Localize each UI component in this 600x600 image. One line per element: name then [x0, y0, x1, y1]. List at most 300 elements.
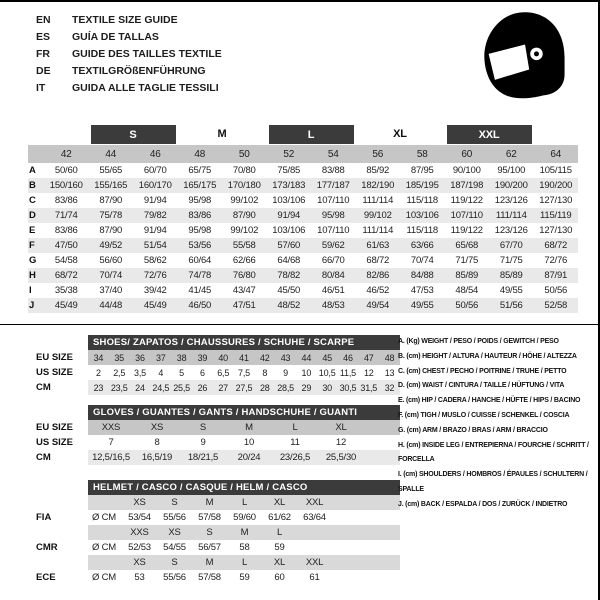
size-value: 18/21,5 [187, 452, 219, 463]
size-group-XXL: XXL [447, 125, 532, 144]
size-value: 63/64 [303, 512, 326, 523]
language-title-list [36, 12, 222, 97]
size-value: 4 [158, 367, 164, 378]
size-value: 165/175 [178, 178, 223, 193]
size-value: 60/64 [188, 255, 212, 266]
size-value: 127/130 [539, 225, 573, 236]
size-value: 46/51 [321, 285, 345, 296]
size-value: XXS [101, 422, 121, 433]
size-value: 80/84 [311, 268, 356, 283]
size-value: 47/50 [44, 238, 89, 253]
unit-label: Ø CM [92, 512, 117, 523]
legend-item: C. (cm) CHEST / PECHO / POITRINE / TRUHE / PETTO [398, 367, 567, 375]
numeric-size: 64 [534, 145, 579, 163]
size-value: 37/40 [99, 285, 123, 296]
size-value: 75/85 [277, 165, 301, 176]
row-label: CMR [36, 542, 58, 553]
size-value: 24,5 [152, 382, 170, 393]
numeric-size: 42 [44, 145, 89, 163]
size-value: 41/45 [188, 285, 212, 296]
size-value: 56/57 [198, 542, 221, 553]
size-value: 68/72 [366, 255, 390, 266]
size-value: 87/95 [410, 165, 434, 176]
size-row [28, 510, 400, 525]
row-label: C [29, 195, 36, 206]
size-value: 83/86 [54, 195, 78, 206]
size-value: XXL [305, 497, 324, 508]
legend-item: J. (cm) BACK / ESPALDA / DOS / ZURÜCK / INDIETRO [398, 500, 568, 508]
size-value: 43 [280, 352, 291, 363]
size-value: 10 [243, 437, 255, 448]
size-value: 65/75 [188, 165, 212, 176]
size-value: 10 [301, 367, 312, 378]
size-value: M [245, 422, 253, 433]
size-value: S [199, 422, 207, 433]
size-value: 7,5 [238, 367, 250, 378]
legend-item: D. (cm) WAIST / CINTURA / TAILLE / HÜFTUNG / VITA [398, 382, 565, 390]
size-value: 61/63 [356, 238, 401, 253]
size-value: 58/62 [143, 255, 167, 266]
size-value: 53 [134, 572, 145, 583]
size-value: 71/75 [499, 255, 523, 266]
size-value: 68/72 [534, 238, 579, 253]
size-value: 45 [322, 352, 332, 363]
shoes-size-table [28, 335, 400, 395]
row-cells [88, 555, 400, 570]
language-title: GUIDE DES TAILLES TEXTILE [72, 48, 222, 60]
size-group-M: M [217, 127, 227, 140]
numeric-row-spacer [28, 145, 44, 163]
size-value: 26 [197, 382, 208, 393]
size-value: 59 [239, 572, 250, 583]
size-value: 38 [176, 352, 187, 363]
size-value: 71/75 [455, 255, 479, 266]
legend-item: E. (cm) HIP / CADERA / HANCHE / HÜFTE / HIPS / BACINO [398, 397, 581, 405]
row-label: US SIZE [36, 367, 73, 378]
size-value: 55/65 [99, 165, 123, 176]
size-value: 103/106 [400, 208, 445, 223]
size-value: 115/118 [406, 225, 439, 236]
size-value: 49/55 [499, 285, 523, 296]
size-value: 103/106 [272, 195, 306, 206]
size-value: 8 [262, 367, 268, 378]
size-value: 107/110 [317, 195, 350, 206]
language-title: TEXTILGRÖßENFÜHRUNG [72, 65, 206, 77]
row-cells [88, 510, 400, 525]
legend-item: B. (cm) HEIGHT / ALTURA / HAUTEUR / HÖHE / ALTEZZA [398, 352, 577, 360]
size-value: 65/68 [445, 238, 490, 253]
size-group-XL: XL [393, 127, 407, 140]
size-row [28, 380, 400, 395]
size-value: 12 [363, 367, 374, 378]
row-label [28, 555, 88, 570]
legend-item: H. (cm) INSIDE LEG / ENTREPIERNA / FOURCHE / SCHRITT / FORCELLA [398, 441, 589, 464]
row-cells [88, 450, 400, 465]
size-value: 25,5/30 [325, 452, 357, 463]
size-value: L [241, 557, 248, 568]
size-value: M [205, 497, 214, 508]
size-value: 30,5 [339, 382, 357, 393]
group-spacer [28, 124, 44, 143]
size-value: 103/106 [272, 225, 306, 236]
size-value: 53/54 [128, 512, 151, 523]
size-value: 75/78 [89, 208, 134, 223]
size-value: 46/50 [178, 298, 223, 313]
size-value: 127/130 [539, 195, 573, 206]
size-value: 190/200 [534, 178, 579, 193]
size-value: 25,5 [173, 382, 190, 393]
size-group-L: L [269, 125, 354, 144]
size-value: 47/53 [410, 285, 434, 296]
numeric-size: 62 [489, 145, 534, 163]
size-value: 62/66 [232, 255, 256, 266]
size-value: 190/200 [489, 178, 534, 193]
language-title: TEXTILE SIZE GUIDE [72, 14, 178, 26]
size-value: 90/100 [452, 165, 481, 176]
size-value: 42 [259, 352, 270, 363]
size-value: 34 [93, 352, 104, 363]
size-value: 2 [95, 367, 101, 378]
size-value: XXL [305, 557, 324, 568]
size-value: XS [133, 497, 146, 508]
size-value: 155/165 [89, 178, 134, 193]
row-cells [88, 525, 400, 540]
size-value: 47 [363, 352, 374, 363]
size-value: 58 [239, 542, 250, 553]
size-value: 24 [135, 382, 145, 393]
size-value: 5 [179, 367, 184, 378]
unit-label: Ø CM [92, 572, 117, 583]
size-value: 8 [154, 437, 160, 448]
size-value: 29 [301, 382, 312, 393]
size-value: 83/86 [54, 225, 78, 236]
size-value: 36 [135, 352, 145, 363]
size-value: 55/58 [222, 238, 267, 253]
size-value: 39/42 [143, 285, 167, 296]
gloves-size-table [28, 405, 400, 465]
size-value: 187/198 [445, 178, 490, 193]
size-value: 185/195 [400, 178, 445, 193]
size-value: 55/56 [163, 512, 186, 523]
shoes-title-text: SHOES/ ZAPATOS / CHAUSSURES / SCHUHE / SCARPE [93, 337, 355, 348]
size-value: 87/91 [534, 268, 579, 283]
size-value: 57/58 [198, 572, 221, 583]
row-cells [88, 495, 400, 510]
row-label [28, 525, 88, 540]
size-value: 57/60 [267, 238, 312, 253]
size-value: 107/110 [317, 225, 350, 236]
size-row [28, 450, 400, 465]
size-value: 60/70 [143, 165, 167, 176]
size-value: 12,5/16,5 [92, 452, 130, 463]
size-value: 70/74 [410, 255, 434, 266]
size-value: 46 [343, 352, 353, 363]
size-value: 52/58 [534, 298, 579, 313]
size-value: 48/52 [267, 298, 312, 313]
size-value: XS [150, 422, 164, 433]
size-value: 27,5 [235, 382, 253, 393]
size-value: XS [133, 557, 146, 568]
size-value: 95/98 [311, 208, 356, 223]
size-value: 41 [239, 352, 249, 363]
row-cells [88, 350, 400, 365]
clothing-size-table [28, 124, 578, 313]
row-cells [88, 540, 400, 555]
size-row [28, 350, 400, 365]
size-value: 63/66 [400, 238, 445, 253]
size-value: 82/86 [356, 268, 401, 283]
size-value: S [171, 557, 178, 568]
numeric-size: 44 [89, 145, 134, 163]
size-value: 115/118 [406, 195, 439, 206]
row-cells [88, 365, 400, 380]
size-value: 27 [218, 382, 228, 393]
size-row [28, 555, 400, 570]
size-value: 30 [322, 382, 332, 393]
size-value: 6 [199, 367, 205, 378]
size-value: M [205, 557, 214, 568]
size-value: 95/98 [188, 195, 212, 206]
size-value: 83/88 [321, 165, 345, 176]
language-code: ES [36, 31, 51, 43]
size-value: 91/94 [143, 225, 167, 236]
size-value: 72/76 [544, 255, 568, 266]
size-value: S [206, 527, 213, 538]
size-value: 123/126 [494, 225, 528, 236]
row-label: A [29, 165, 36, 176]
size-value: 28 [259, 382, 270, 393]
size-value [297, 525, 332, 540]
size-value: 84/88 [400, 268, 445, 283]
size-value: 49/55 [400, 298, 445, 313]
size-value: 87/90 [99, 225, 123, 236]
size-value: 50/60 [54, 165, 78, 176]
row-label: E [29, 225, 36, 236]
size-value: 49/52 [89, 238, 134, 253]
size-value: 45/49 [133, 298, 178, 313]
row-label: G [29, 255, 37, 266]
size-value: 45/50 [277, 285, 301, 296]
size-row [28, 570, 400, 585]
language-title: GUÍA DE TALLAS [72, 31, 159, 43]
size-value: 177/187 [311, 178, 356, 193]
size-value: 60 [274, 572, 285, 583]
row-cells [88, 420, 400, 435]
unit-label [88, 525, 122, 540]
size-value: 16,5/19 [141, 452, 173, 463]
size-value: 55/56 [163, 572, 186, 583]
size-value: 2,5 [113, 367, 126, 378]
size-value: 123/126 [494, 195, 528, 206]
group-spacer [44, 124, 89, 143]
row-label: EU SIZE [36, 422, 73, 433]
size-value: 37 [155, 352, 166, 363]
size-value: 51/56 [489, 298, 534, 313]
size-value: 51/54 [133, 238, 178, 253]
size-value: 11,5 [339, 367, 356, 378]
size-value: 43/47 [232, 285, 256, 296]
size-value: 173/183 [267, 178, 312, 193]
numeric-size: 56 [356, 145, 401, 163]
size-value: 111/114 [362, 225, 394, 236]
row-label: J [28, 298, 44, 313]
size-value: 52/53 [128, 542, 151, 553]
size-value: 46/52 [366, 285, 390, 296]
row-cells [88, 380, 400, 395]
size-value: 48/54 [455, 285, 479, 296]
group-spacer [534, 124, 579, 143]
size-value: 83/86 [178, 208, 223, 223]
size-value: XL [273, 497, 286, 508]
row-label: ECE [36, 572, 56, 583]
numeric-size: 60 [445, 145, 490, 163]
size-value: 57/58 [198, 512, 221, 523]
size-value: 32 [384, 382, 395, 393]
size-value: 31,5 [360, 382, 378, 393]
size-value: 79/82 [133, 208, 178, 223]
size-value: 9 [283, 367, 288, 378]
size-value: 56/60 [99, 255, 123, 266]
size-value: 28,5 [277, 382, 294, 393]
numeric-size: 50 [222, 145, 267, 163]
numeric-size: 54 [311, 145, 356, 163]
size-value: 39 [197, 352, 208, 363]
size-value: 160/170 [133, 178, 178, 193]
racing-helmet-icon [472, 6, 576, 110]
size-value: 54/55 [163, 542, 186, 553]
row-label [28, 495, 88, 510]
size-value: 74/78 [178, 268, 223, 283]
size-value: 115/119 [534, 208, 579, 223]
unit-label [88, 495, 122, 510]
size-value: 70/80 [232, 165, 256, 176]
size-value: 50/56 [445, 298, 490, 313]
size-value: 23,5 [110, 382, 128, 393]
size-value: L [292, 422, 298, 433]
size-value: 119/122 [450, 195, 483, 206]
size-value: 119/122 [450, 225, 483, 236]
unit-label [88, 555, 122, 570]
legend-item: F. (cm) TIGH / MUSLO / CUISSE / SCHENKEL / COSCIA [398, 411, 570, 419]
size-value: 111/114 [362, 195, 394, 206]
gloves-table-title [88, 405, 400, 420]
size-value: 3,5 [134, 367, 146, 378]
size-value: 9 [200, 437, 206, 448]
size-value: 66/70 [321, 255, 345, 266]
section-divider [0, 324, 600, 325]
size-value: 23/26,5 [279, 452, 311, 463]
row-label: H [28, 268, 44, 283]
size-value: 7 [108, 437, 114, 448]
size-value: 91/94 [143, 195, 167, 206]
size-value: 20/24 [237, 452, 261, 463]
size-row [28, 495, 400, 510]
row-label: B [28, 178, 44, 193]
size-value: 54/58 [54, 255, 78, 266]
size-row [28, 540, 400, 555]
language-title: GUIDA ALLE TAGLIE TESSILI [72, 82, 219, 94]
size-value: 76/80 [222, 268, 267, 283]
size-value: M [240, 527, 249, 538]
size-value: 85/92 [366, 165, 390, 176]
size-value: 13 [384, 367, 395, 378]
shoes-table-title [88, 335, 400, 350]
size-value: 85/89 [489, 268, 534, 283]
helmet-table-title [88, 480, 400, 495]
size-value: 40 [218, 352, 228, 363]
row-label: EU SIZE [36, 352, 73, 363]
numeric-size: 58 [400, 145, 445, 163]
unit-label: Ø CM [92, 542, 117, 553]
row-cells [88, 435, 400, 450]
size-value: 99/102 [356, 208, 401, 223]
size-value: 11 [290, 437, 300, 448]
size-row [28, 435, 400, 450]
size-value: 10,5 [318, 367, 336, 378]
size-value: XXS [130, 527, 149, 538]
size-value: 59/62 [311, 238, 356, 253]
helmet-size-table [28, 480, 400, 585]
size-value: 70/74 [89, 268, 134, 283]
row-cells [88, 570, 400, 585]
size-value: 95/98 [188, 225, 212, 236]
size-value: 50/56 [544, 285, 568, 296]
size-value [297, 540, 332, 555]
size-value: 47/51 [222, 298, 267, 313]
row-label: I [29, 285, 32, 296]
size-value: 87/90 [222, 208, 267, 223]
language-code: EN [36, 14, 51, 26]
numeric-size: 48 [178, 145, 223, 163]
size-value: 23 [93, 382, 104, 393]
size-value: 59/60 [233, 512, 256, 523]
size-row [28, 365, 400, 380]
size-value: 182/190 [356, 178, 401, 193]
size-value: 99/102 [230, 225, 259, 236]
size-value: 72/76 [133, 268, 178, 283]
gloves-title-text: GLOVES / GUANTES / GANTS / HANDSCHUHE / GUANTI [93, 407, 358, 418]
size-value: 107/110 [445, 208, 490, 223]
size-value: 48 [384, 352, 395, 363]
measurement-legend [398, 335, 594, 513]
size-value: 61 [309, 572, 320, 583]
size-value: L [241, 497, 248, 508]
size-value: 67/70 [489, 238, 534, 253]
helmet-title-text: HELMET / CASCO / CASQUE / HELM / CASCO [93, 482, 308, 493]
size-value: 45/49 [44, 298, 89, 313]
size-value: 49/54 [356, 298, 401, 313]
size-value: XS [168, 527, 181, 538]
size-value: 44 [301, 352, 312, 363]
row-label: F [28, 238, 44, 253]
size-value: 150/160 [44, 178, 89, 193]
size-value: 99/102 [230, 195, 259, 206]
size-value: 53/56 [178, 238, 223, 253]
numeric-size: 46 [133, 145, 178, 163]
size-value: XL [273, 557, 286, 568]
size-value: 61/62 [268, 512, 291, 523]
size-value: L [276, 527, 283, 538]
size-row [28, 420, 400, 435]
size-value: 44/48 [89, 298, 134, 313]
size-value: 12 [335, 437, 347, 448]
language-code: FR [36, 48, 50, 60]
row-label: US SIZE [36, 437, 73, 448]
row-label: CM [36, 382, 51, 393]
size-value: 111/114 [489, 208, 534, 223]
numeric-size: 52 [267, 145, 312, 163]
size-group-S: S [91, 125, 176, 144]
